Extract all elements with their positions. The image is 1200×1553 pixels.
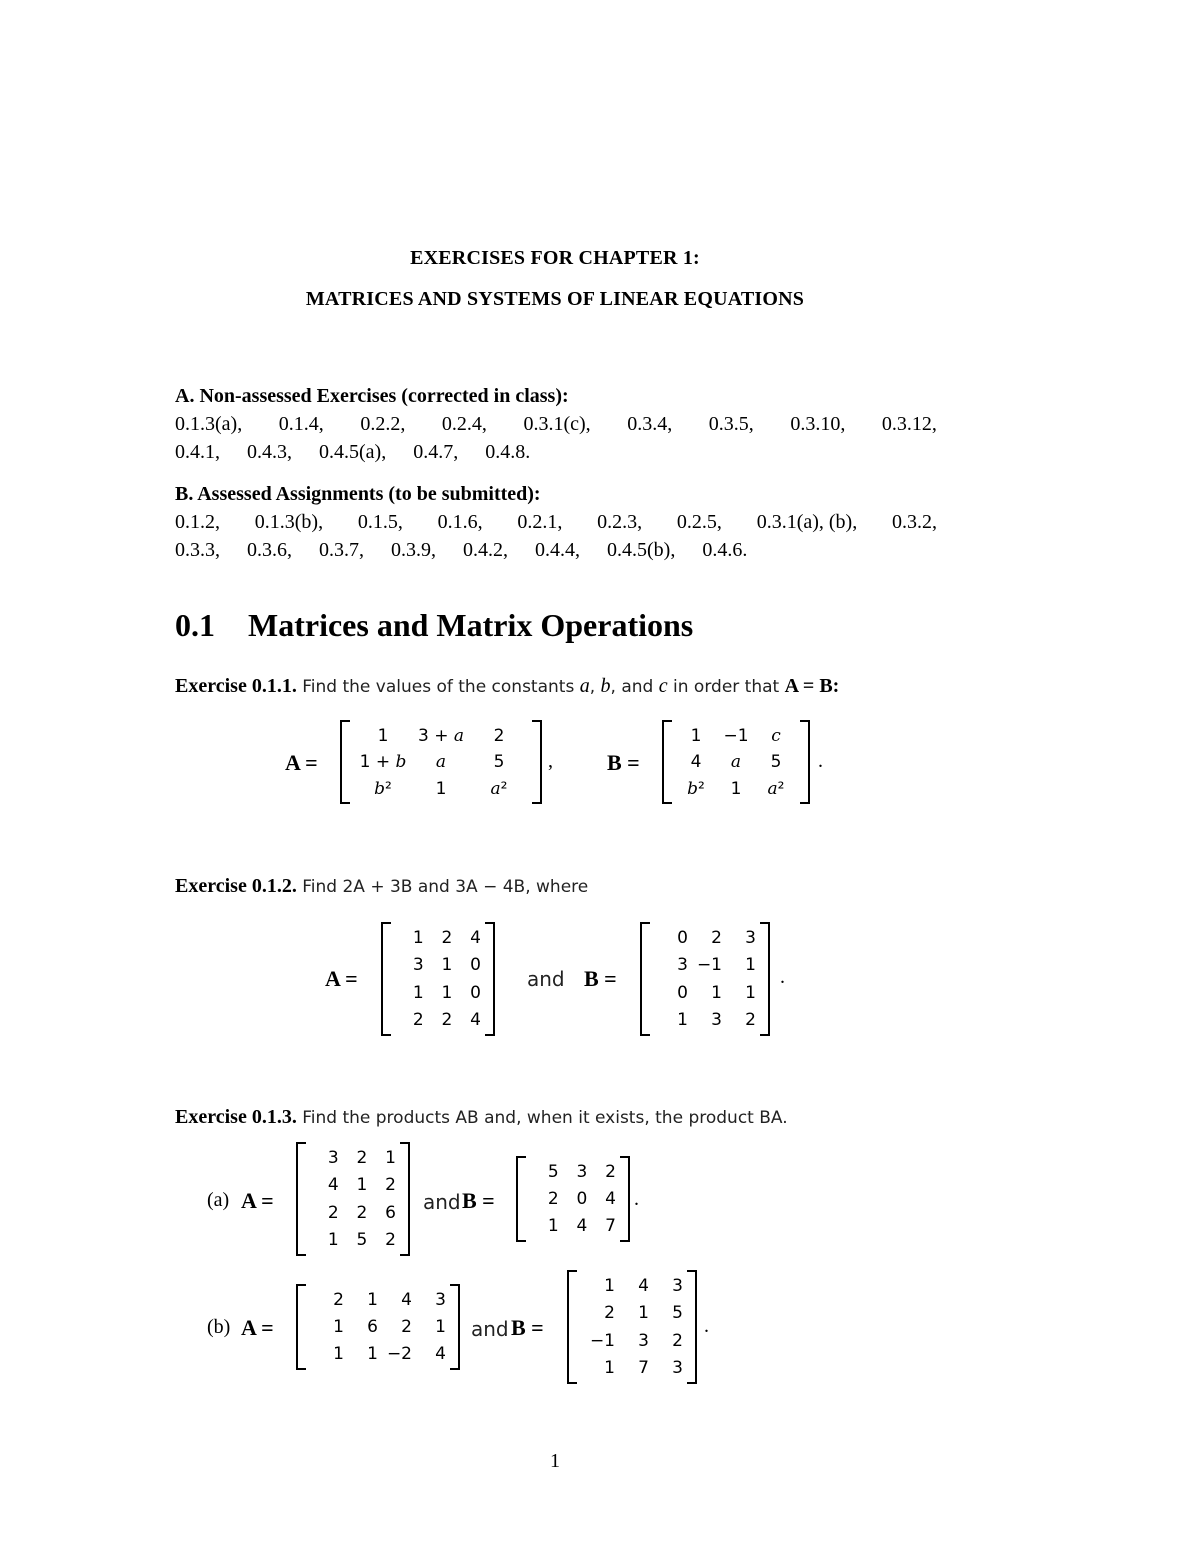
part-b-label: (b): [207, 1316, 231, 1338]
exercise-ref: 0.3.5,: [708, 413, 754, 435]
exercise-ref: 0.1.4,: [278, 413, 324, 435]
matrix-cell: 1: [745, 955, 756, 976]
exercise-ref: 0.3.6,: [247, 539, 292, 561]
section-number: 0.1: [175, 607, 215, 643]
matrix-cell: 2: [711, 928, 722, 949]
bracket-left: [640, 922, 650, 1036]
matrix-cell: 0: [470, 955, 481, 976]
sep: , and: [610, 677, 659, 697]
matrix-cell: 1 + b: [359, 752, 407, 772]
matrix-cell: 4: [470, 1009, 481, 1030]
ex3a-matrix-B-label: B =: [462, 1188, 495, 1213]
exercise-ref: 0.4.1,: [175, 441, 220, 463]
exercise-ref: 0.4.6.: [702, 539, 748, 561]
exercise-ref: 0.4.5(a),: [319, 441, 387, 463]
matrix-cell: a: [435, 752, 447, 772]
matrix-cell: 5: [493, 752, 505, 772]
exercise-ref: 0.3.12,: [881, 413, 937, 435]
separator-comma: ,: [548, 750, 553, 772]
matrix-cell: 1: [604, 1276, 615, 1297]
matrix-cell: 4: [690, 752, 702, 772]
ex1-matrix-A-label: A =: [285, 750, 318, 775]
matrix-grid: [676, 720, 796, 804]
ex1-matrix-A: [340, 720, 542, 804]
exercise-ref: 0.3.2,: [891, 511, 937, 533]
ex2-matrix-B-label: B =: [584, 966, 617, 991]
bracket-right: [450, 1284, 460, 1370]
end-period: .: [704, 1315, 709, 1337]
matrix-cell: 1: [412, 928, 424, 949]
ex3a-matrix-A: [296, 1142, 410, 1256]
non-assessed-row1: [175, 413, 937, 436]
ex3b-matrix-B: [567, 1270, 697, 1384]
exercise-ref: 0.4.4,: [535, 539, 580, 561]
matrix-cell: 1: [441, 982, 453, 1003]
matrix-cell: 3: [412, 955, 424, 976]
exercise-ref: 0.1.3(b),: [254, 511, 324, 533]
exercise-ref: 0.2.1,: [517, 511, 563, 533]
matrix-grid: [581, 1270, 683, 1384]
matrix-cell: 1: [412, 982, 424, 1003]
matrix-cell: 1: [367, 1290, 378, 1310]
matrix-cell: b²: [374, 778, 392, 799]
and-text: and: [527, 967, 565, 991]
matrix-cell: −1: [723, 725, 749, 746]
exercise-0-1-2: [175, 875, 588, 898]
ex3b-matrix-B-label: B =: [511, 1315, 544, 1340]
bracket-left: [662, 720, 672, 804]
non-assessed-heading: A. Non-assessed Exercises (corrected in class):: [175, 385, 569, 407]
ex2-matrix-B: [640, 922, 770, 1036]
ex1-matrix-B: [662, 720, 810, 804]
exercise-ref: 0.3.9,: [391, 539, 436, 561]
bracket-left: [381, 922, 391, 1036]
ex2-matrix-A-label: A =: [325, 966, 358, 991]
matrix-cell: 2: [547, 1189, 559, 1209]
matrix-grid: [530, 1156, 616, 1242]
matrix-cell: 2: [672, 1330, 683, 1351]
end-period: .: [780, 966, 785, 988]
matrix-cell: 0: [677, 982, 688, 1003]
matrix-cell: 4: [435, 1344, 446, 1364]
matrix-cell: 5: [356, 1229, 368, 1250]
bracket-right: [400, 1142, 410, 1256]
matrix-cell: 4: [576, 1216, 588, 1236]
var-a: a: [579, 675, 590, 697]
matrix-cell: 1: [385, 1148, 396, 1169]
matrix-cell: 4: [470, 928, 481, 949]
exercise-text: Find the products AB and, when it exists, the product BA.: [296, 1108, 788, 1128]
bracket-left: [516, 1156, 526, 1242]
matrix-cell: 1: [730, 778, 742, 799]
matrix-cell: 5: [672, 1303, 683, 1324]
doc-title-line2: MATRICES AND SYSTEMS OF LINEAR EQUATIONS: [305, 288, 805, 310]
part-a-label: (a): [207, 1189, 230, 1211]
exercise-ref: 0.4.2,: [463, 539, 508, 561]
matrix-grid: [310, 1284, 446, 1370]
matrix-cell: 1: [677, 1009, 688, 1030]
matrix-cell: 3: [435, 1290, 446, 1310]
matrix-cell: 3: [672, 1276, 683, 1297]
exercise-ref: 0.3.1(a), (b),: [756, 511, 858, 533]
exercise-ref: 0.2.4,: [441, 413, 487, 435]
exercise-ref: 0.3.3,: [175, 539, 220, 561]
bracket-right: [760, 922, 770, 1036]
matrix-cell: 1: [367, 1344, 378, 1364]
matrix-cell: 5: [547, 1162, 559, 1182]
assessed-row2: [175, 539, 774, 562]
end-period: .: [634, 1188, 639, 1210]
matrix-cell: 1: [638, 1303, 649, 1324]
and-text: and: [471, 1317, 509, 1341]
matrix-cell: 2: [605, 1162, 616, 1182]
exercise-label: Exercise 0.1.3.: [175, 1106, 297, 1128]
exercise-text: Find the values of the constants: [296, 677, 580, 697]
and-text: and: [423, 1190, 461, 1214]
matrix-cell: −2: [386, 1344, 412, 1364]
matrix-cell: 3: [576, 1162, 588, 1182]
matrix-cell: a: [730, 752, 742, 772]
matrix-cell: 1: [441, 955, 453, 976]
matrix-cell: 3 + a: [417, 725, 464, 746]
sep: ,: [589, 677, 601, 697]
matrix-cell: 2: [327, 1202, 339, 1223]
non-assessed-row2: [175, 441, 557, 464]
exercise-ref: 0.4.5(b),: [607, 539, 676, 561]
exercise-ref: 0.2.2,: [360, 413, 406, 435]
matrix-cell: 3: [672, 1357, 683, 1378]
exercise-ref: 0.4.7,: [413, 441, 459, 463]
bracket-left: [567, 1270, 577, 1384]
exercise-ref: 0.3.1(c),: [523, 413, 591, 435]
matrix-cell: 1: [547, 1216, 559, 1236]
matrix-cell: 7: [638, 1357, 649, 1378]
ex2-matrix-A: [381, 922, 495, 1036]
page-number: 1: [550, 1450, 560, 1472]
bracket-left: [296, 1284, 306, 1370]
matrix-cell: 1: [333, 1317, 344, 1337]
matrix-grid: [310, 1142, 396, 1256]
matrix-cell: 2: [385, 1229, 396, 1250]
matrix-cell: 2: [401, 1317, 412, 1337]
matrix-cell: 2: [412, 1009, 424, 1030]
matrix-cell: 6: [367, 1317, 378, 1337]
matrix-cell: 3: [677, 955, 688, 976]
exercise-label: Exercise 0.1.1.: [175, 675, 297, 697]
end-period: .: [818, 750, 823, 772]
bracket-right: [687, 1270, 697, 1384]
doc-title-line1: EXERCISES FOR CHAPTER 1:: [410, 247, 700, 269]
matrix-cell: 1: [333, 1344, 344, 1364]
matrix-cell: c: [771, 725, 781, 746]
exercise-text: in order that: [667, 677, 785, 697]
matrix-cell: 7: [605, 1216, 616, 1236]
matrix-cell: 2: [356, 1202, 368, 1223]
matrix-cell: 1: [435, 1317, 446, 1337]
ex3b-matrix-A-label: A =: [241, 1315, 274, 1340]
matrix-cell: 2: [604, 1303, 615, 1324]
exercise-ref: 0.2.5,: [676, 511, 722, 533]
matrix-cell: 2: [441, 1009, 453, 1030]
matrix-grid: [654, 922, 756, 1036]
assessed-heading: B. Assessed Assignments (to be submitted):: [175, 483, 541, 505]
matrix-cell: −1: [589, 1330, 615, 1351]
matrix-cell: a²: [767, 778, 785, 799]
exercise-text: Find 2A + 3B and 3A − 4B, where: [296, 877, 589, 897]
matrix-cell: 1: [327, 1229, 339, 1250]
matrix-cell: 1: [604, 1357, 615, 1378]
exercise-ref: 0.4.8.: [485, 441, 531, 463]
matrix-grid: [354, 720, 528, 804]
matrix-cell: 3: [745, 928, 756, 949]
exercise-ref: 0.1.5,: [357, 511, 403, 533]
section-title: [175, 607, 693, 644]
matrix-cell: 2: [333, 1290, 344, 1310]
assessed-row1: [175, 511, 937, 534]
matrix-cell: 4: [401, 1290, 412, 1310]
exercise-0-1-3: [175, 1106, 788, 1129]
ex3a-matrix-A-label: A =: [241, 1188, 274, 1213]
section-name: Matrices and Matrix Operations: [248, 607, 694, 643]
matrix-cell: 1: [356, 1175, 368, 1196]
matrix-cell: 6: [385, 1202, 396, 1223]
matrix-cell: 3: [327, 1148, 339, 1169]
matrix-cell: 2: [356, 1148, 368, 1169]
matrix-cell: 3: [711, 1009, 722, 1030]
ex1-matrix-B-label: B =: [607, 750, 640, 775]
matrix-cell: −1: [696, 955, 722, 976]
matrix-cell: 3: [638, 1330, 649, 1351]
bracket-right: [800, 720, 810, 804]
ex3a-matrix-B: [516, 1156, 630, 1242]
bracket-right: [620, 1156, 630, 1242]
matrix-cell: 1: [690, 725, 702, 746]
bracket-right: [485, 922, 495, 1036]
exercise-ref: 0.1.3(a),: [175, 413, 243, 435]
matrix-cell: 1: [745, 982, 756, 1003]
exercise-ref: 0.3.10,: [790, 413, 846, 435]
ex3b-matrix-A: [296, 1284, 460, 1370]
bracket-left: [340, 720, 350, 804]
exercise-ref: 0.1.2,: [175, 511, 220, 533]
var-c: c: [658, 675, 668, 697]
matrix-cell: 0: [576, 1189, 588, 1209]
exercise-ref: 0.1.6,: [437, 511, 483, 533]
matrix-cell: 4: [605, 1189, 616, 1209]
matrix-cell: 2: [441, 928, 453, 949]
exercise-ref: 0.3.7,: [319, 539, 364, 561]
matrix-cell: 1: [377, 725, 389, 746]
bracket-right: [532, 720, 542, 804]
matrix-cell: 4: [638, 1276, 649, 1297]
var-b: b: [600, 675, 611, 697]
exercise-0-1-1: [175, 675, 839, 698]
equation: A = B:: [784, 675, 840, 697]
matrix-cell: 1: [711, 982, 722, 1003]
matrix-cell: 2: [385, 1175, 396, 1196]
matrix-grid: [395, 922, 481, 1036]
matrix-cell: 2: [745, 1009, 756, 1030]
matrix-cell: 1: [435, 778, 447, 799]
exercise-ref: 0.3.4,: [627, 413, 673, 435]
matrix-cell: 4: [327, 1175, 339, 1196]
bracket-left: [296, 1142, 306, 1256]
matrix-cell: 0: [677, 928, 688, 949]
exercise-ref: 0.2.3,: [597, 511, 643, 533]
matrix-cell: a²: [490, 778, 508, 799]
exercise-label: Exercise 0.1.2.: [175, 875, 297, 897]
matrix-cell: b²: [687, 778, 705, 799]
matrix-cell: 0: [470, 982, 481, 1003]
matrix-cell: 2: [493, 725, 505, 746]
exercise-ref: 0.4.3,: [247, 441, 292, 463]
matrix-cell: 5: [770, 752, 782, 772]
